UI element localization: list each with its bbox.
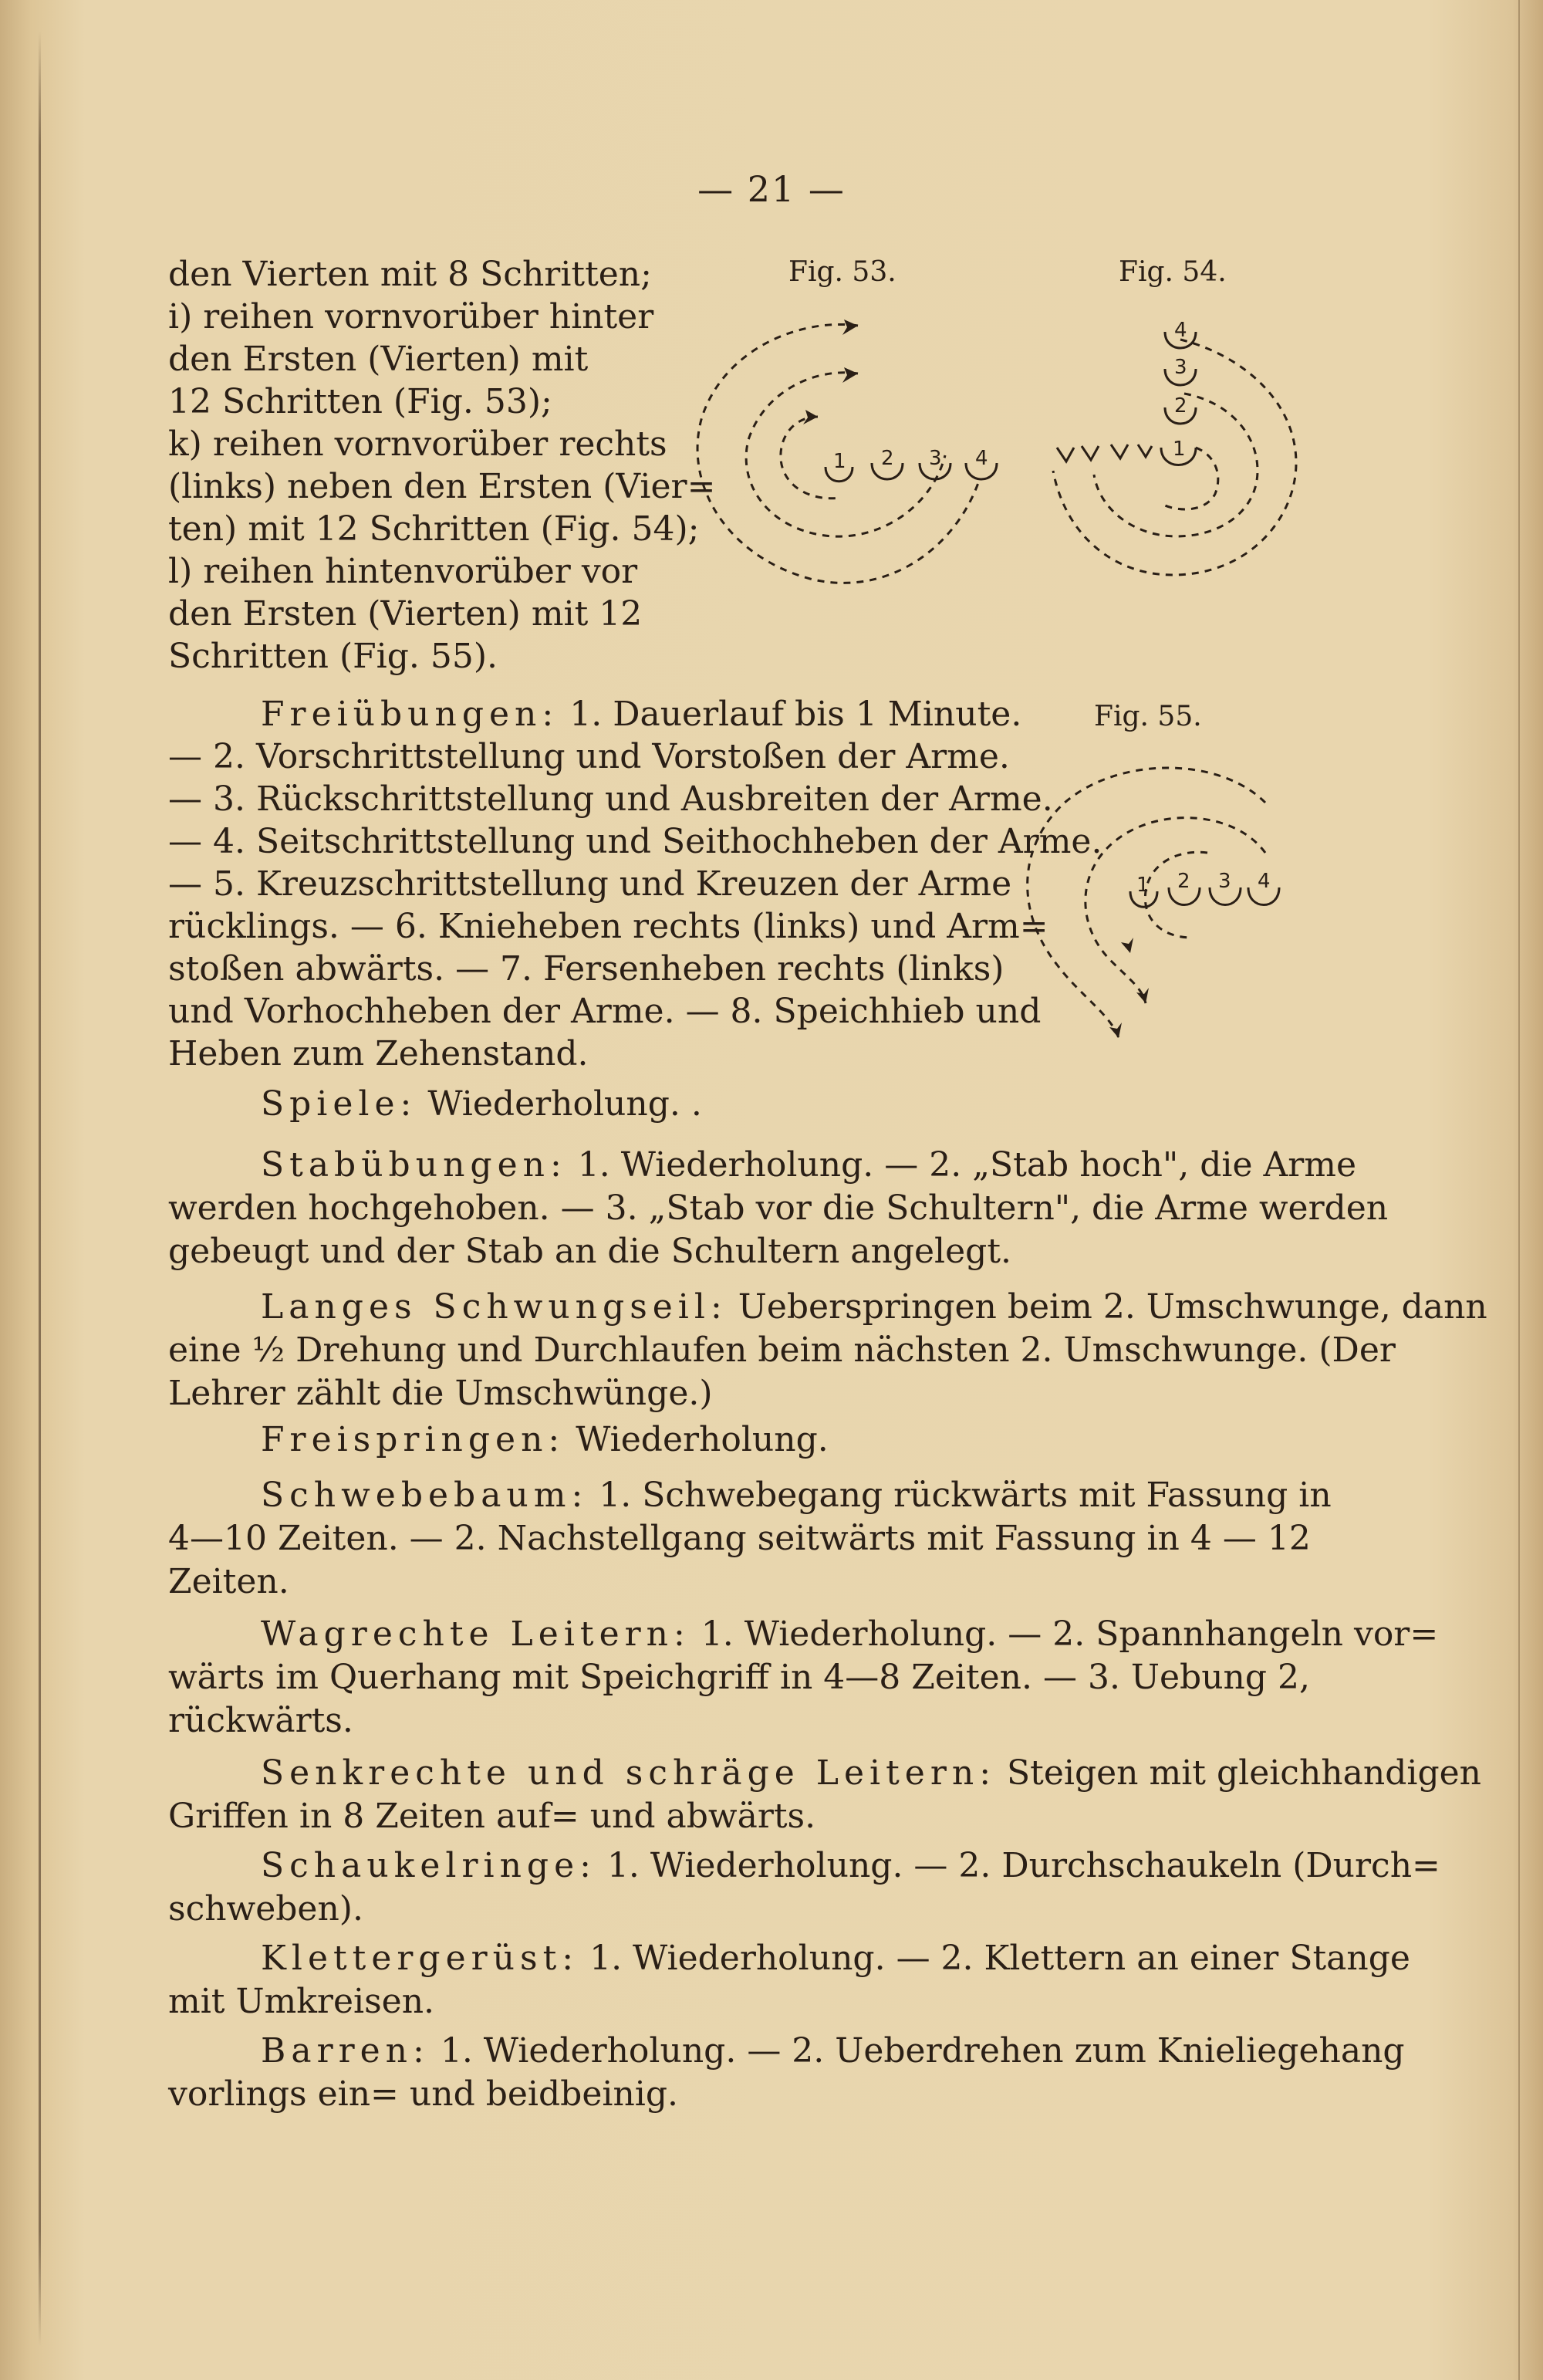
section-heading: Klettergerüst:	[261, 1939, 579, 1978]
section-text: 1. Dauerlauf bis 1 Minute.	[559, 695, 1022, 734]
section-text: Steigen mit gleichhandigen	[996, 1753, 1481, 1793]
freiuebungen-line	[261, 693, 1021, 735]
section-heading: Freispringen:	[261, 1420, 566, 1459]
page-number: — 21 —	[697, 168, 846, 210]
svg-text:3: 3	[1174, 356, 1187, 379]
section-text: 1. Wiederholung. — 2. Spannhangeln vor=	[690, 1614, 1439, 1654]
marker-1	[1130, 874, 1157, 907]
left-column-line: ten) mit 12 Schritten (Fig. 54);	[168, 509, 700, 549]
binding-edge	[39, 31, 41, 2346]
freiuebungen-line: und Vorhochheben der Arme. — 8. Speichhieb und	[168, 992, 1042, 1031]
left-column-line: l) reihen hintenvorüber vor	[168, 552, 638, 591]
figure-54-diagram	[1042, 309, 1319, 602]
section-heading: Barren:	[261, 2031, 430, 2071]
left-column-line: den Ersten (Vierten) mit 12	[168, 594, 643, 634]
svg-text:1: 1	[1136, 874, 1150, 897]
section-text: 1. Wiederholung. — 2. „Stab hoch", die Arme	[566, 1145, 1357, 1185]
svg-text:2: 2	[1174, 394, 1187, 418]
figure-53-diagram	[679, 301, 1018, 625]
schwungseil-line: eine ½ Drehung und Durchlaufen beim nächsten 2. Umschwunge. (Der	[168, 1330, 1396, 1370]
wagrechte-leitern-line	[261, 1613, 1438, 1655]
marker-3	[1210, 870, 1241, 905]
marker-3	[1165, 356, 1196, 385]
marker-2	[1169, 870, 1200, 905]
svg-text:1: 1	[833, 450, 846, 473]
marker-4	[966, 447, 997, 479]
klettergeruest-line: mit Umkreisen.	[168, 1982, 435, 2021]
svg-text:4: 4	[1174, 319, 1187, 342]
freiuebungen-line: — 2. Vorschrittstellung und Vorstoßen der Arme.	[168, 737, 1010, 776]
schaukelringe-line	[261, 1844, 1440, 1887]
barren-line	[261, 2030, 1405, 2072]
section-text: 1. Wiederholung. — 2. Ueberdrehen zum Knieliegehang	[429, 2031, 1405, 2071]
marker-2	[872, 447, 903, 479]
senkrechte-leitern-line: Griffen in 8 Zeiten auf= und abwärts.	[168, 1797, 816, 1836]
freiuebungen-line: — 4. Seitschrittstellung und Seithochheben der Arme.	[168, 822, 1102, 861]
section-heading: Freiübungen:	[261, 695, 559, 734]
left-column-line: (links) neben den Ersten (Vier=	[168, 467, 716, 506]
section-heading: Schaukelringe:	[261, 1846, 596, 1885]
section-text: 1. Wiederholung. — 2. Durchschaukeln (Durch=	[596, 1846, 1440, 1885]
stabuebungen-line	[261, 1144, 1356, 1186]
left-column-line: 12 Schritten (Fig. 53);	[168, 382, 552, 421]
left-column-line: den Ersten (Vierten) mit	[168, 340, 589, 379]
left-column-line: Schritten (Fig. 55).	[168, 637, 498, 676]
section-text: Wiederholung. .	[417, 1084, 702, 1124]
svg-text:2: 2	[1177, 870, 1190, 893]
schwebebaum-line: 4—10 Zeiten. — 2. Nachstellgang seitwärts mit Fassung in 4 — 12	[168, 1519, 1311, 1558]
freispringen-line	[261, 1418, 829, 1461]
marker-1	[1161, 438, 1196, 465]
section-heading: Langes Schwungseil:	[261, 1287, 728, 1327]
svg-text:1: 1	[1173, 438, 1186, 461]
freiuebungen-line: Heben zum Zehenstand.	[168, 1034, 589, 1073]
senkrechte-leitern-line	[261, 1752, 1481, 1794]
marker-4	[1165, 319, 1196, 348]
section-text: Ueberspringen beim 2. Umschwunge, dann	[727, 1287, 1487, 1327]
marker-1	[826, 450, 853, 482]
section-text: Wiederholung.	[565, 1420, 829, 1459]
section-text: 1. Schwebegang rückwärts mit Fassung in	[588, 1476, 1332, 1515]
section-text: 1. Wiederholung. — 2. Klettern an einer Stange	[579, 1939, 1410, 1978]
wagrechte-leitern-line: rückwärts.	[168, 1701, 353, 1740]
svg-text:4: 4	[975, 447, 988, 470]
section-heading: Spiele:	[261, 1084, 417, 1124]
schwungseil-line: Lehrer zählt die Umschwünge.)	[168, 1374, 713, 1413]
section-heading: Schwebebaum:	[261, 1476, 589, 1515]
marker-2	[1165, 394, 1196, 424]
svg-text:4: 4	[1258, 870, 1271, 893]
spiele-line	[261, 1083, 702, 1125]
left-column-line: k) reihen vornvorüber rechts	[168, 424, 667, 464]
svg-text:2: 2	[881, 447, 894, 470]
wagrechte-leitern-line: wärts im Querhang mit Speichgriff in 4—8 Zeiten. — 3. Uebung 2,	[168, 1658, 1311, 1697]
marker-4	[1248, 870, 1279, 905]
left-column-line: den Vierten mit 8 Schritten;	[168, 255, 652, 294]
freiuebungen-line: rücklings. — 6. Knieheben rechts (links) und Arm=	[168, 907, 1048, 946]
stabuebungen-line: werden hochgehoben. — 3. „Stab vor die Schultern", die Arme werden	[168, 1188, 1389, 1228]
section-heading: Senkrechte und schräge Leitern:	[261, 1753, 997, 1793]
schwebebaum-line: Zeiten.	[168, 1562, 289, 1601]
klettergeruest-line	[261, 1937, 1410, 1979]
schwungseil-line	[261, 1286, 1487, 1328]
schaukelringe-line: schweben).	[168, 1889, 363, 1929]
marker-3	[920, 447, 950, 479]
freiuebungen-line: — 5. Kreuzschrittstellung und Kreuzen der Arme	[168, 864, 1012, 904]
freiuebungen-line: stoßen abwärts. — 7. Fersenheben rechts (links)	[168, 949, 1004, 989]
schwebebaum-line	[261, 1474, 1332, 1516]
figure-54-caption: Fig. 54.	[1119, 256, 1227, 288]
freiuebungen-line: — 3. Rückschrittstellung und Ausbreiten der Arme.	[168, 779, 1053, 819]
left-column-line: i) reihen vornvorüber hinter	[168, 297, 654, 336]
stabuebungen-line: gebeugt und der Stab an die Schultern angelegt.	[168, 1232, 1011, 1271]
section-heading: Stabübungen:	[261, 1145, 567, 1185]
barren-line: vorlings ein= und beidbeinig.	[168, 2074, 679, 2114]
svg-text:3: 3	[929, 447, 942, 470]
svg-text:3: 3	[1218, 870, 1231, 893]
page-edge	[1518, 0, 1520, 2380]
figure-53-caption: Fig. 53.	[788, 256, 896, 288]
figure-55-caption: Fig. 55.	[1094, 701, 1202, 732]
section-heading: Wagrechte Leitern:	[261, 1614, 690, 1654]
